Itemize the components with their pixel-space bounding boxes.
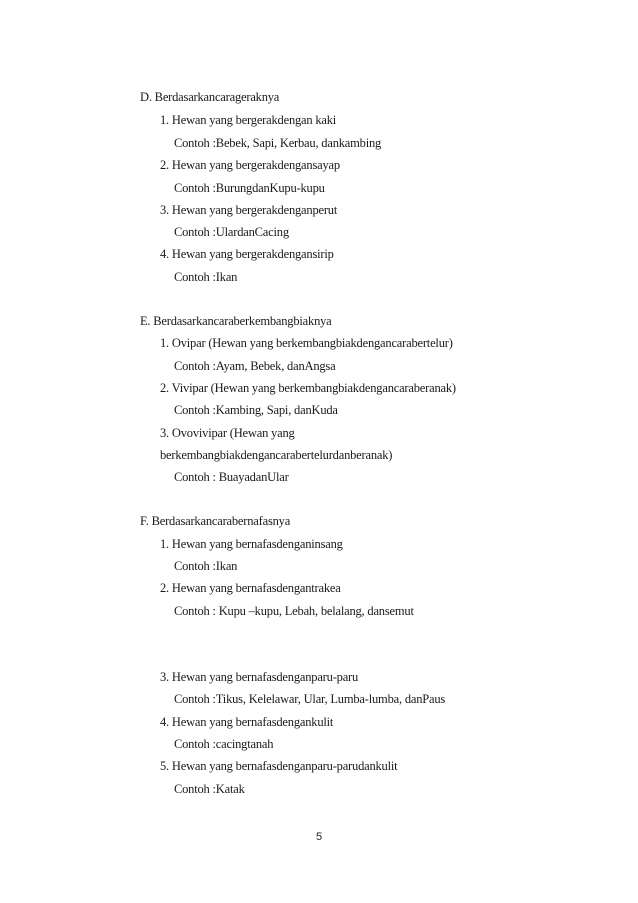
example-line: Contoh :UlardanCacing: [174, 225, 289, 239]
example-line: Contoh :cacingtanah: [174, 737, 274, 751]
list-item: 3. Ovovivipar (Hewan yang: [160, 426, 295, 440]
list-item-continuation: berkembangbiakdengancarabertelurdanberanak): [160, 448, 393, 462]
page-number: 5: [315, 831, 323, 843]
example-line: Contoh :Kambing, Sapi, danKuda: [174, 403, 338, 417]
example-line: Contoh :Katak: [174, 782, 245, 796]
list-item: 1. Hewan yang bernafasdenganinsang: [160, 537, 343, 551]
example-line: Contoh :Ikan: [174, 559, 238, 573]
section-e-heading: E. Berdasarkancaraberkembangbiaknya: [140, 314, 332, 328]
section-f-heading: F. Berdasarkancarabernafasnya: [140, 514, 291, 528]
example-line: Contoh : Kupu –kupu, Lebah, belalang, dansemut: [174, 604, 414, 618]
example-line: Contoh : BuayadanUlar: [174, 470, 289, 484]
list-item: 2. Hewan yang bernafasdengantrakea: [160, 581, 341, 595]
example-line: Contoh :Bebek, Sapi, Kerbau, dankambing: [174, 136, 382, 150]
list-item: 2. Vivipar (Hewan yang berkembangbiakdengancaraberanak): [160, 381, 456, 395]
list-item: 4. Hewan yang bergerakdengansirip: [160, 247, 334, 261]
section-d-heading: D. Berdasarkancarageraknya: [140, 90, 280, 104]
list-item: 1. Hewan yang bergerakdengan kaki: [160, 113, 337, 127]
list-item: 2. Hewan yang bergerakdengansayap: [160, 158, 340, 172]
example-line: Contoh :BurungdanKupu-kupu: [174, 181, 325, 195]
list-item: 4. Hewan yang bernafasdengankulit: [160, 715, 334, 729]
list-item: 3. Hewan yang bergerakdenganperut: [160, 203, 338, 217]
example-line: Contoh :Ikan: [174, 270, 238, 284]
list-item: 5. Hewan yang bernafasdenganparu-parudankulit: [160, 759, 398, 773]
example-line: Contoh :Tikus, Kelelawar, Ular, Lumba-lumba, danPaus: [174, 692, 446, 706]
list-item: 3. Hewan yang bernafasdenganparu-paru: [160, 670, 359, 684]
list-item: 1. Ovipar (Hewan yang berkembangbiakdengancarabertelur): [160, 336, 453, 350]
example-line: Contoh :Ayam, Bebek, danAngsa: [174, 359, 336, 373]
